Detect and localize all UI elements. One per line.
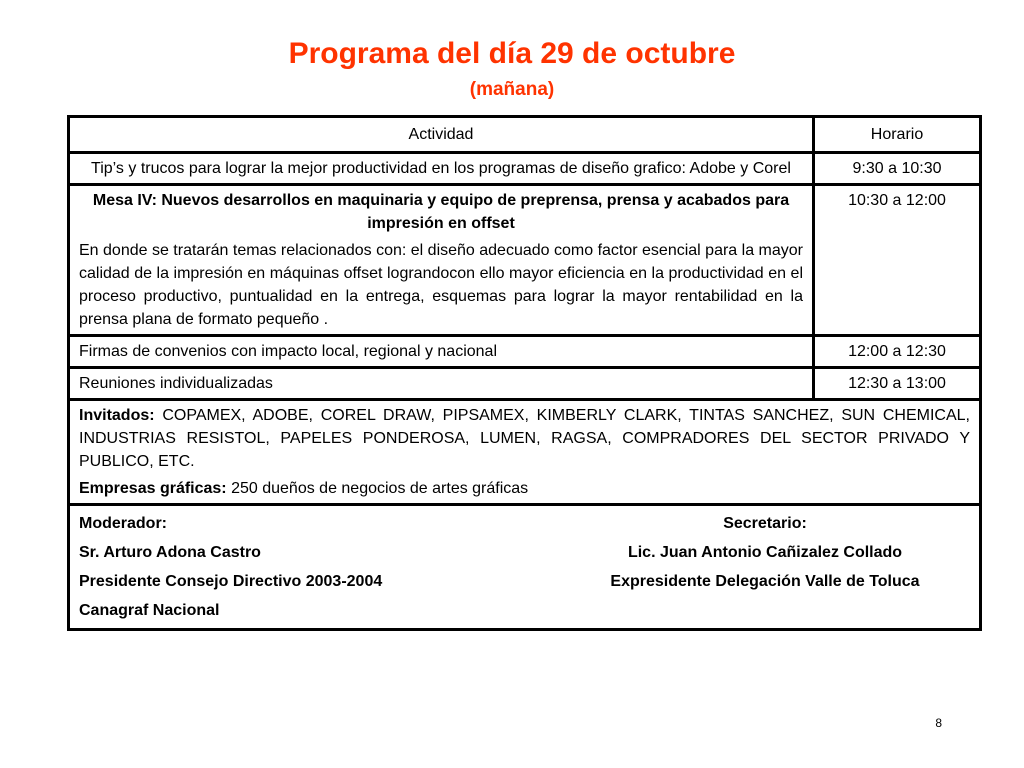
time-cell: 10:30 a 12:00	[814, 185, 981, 336]
secretary-label: Secretario:	[723, 515, 807, 532]
time-cell: 12:00 a 12:30	[814, 336, 981, 368]
table-row	[69, 153, 981, 185]
panel-description: En donde se tratarán temas relacionados con: el diseño adecuado como factor esencial para la mayor calidad de la impresión en máquinas offset lograndocon ello mayor eficiencia en la productividad en el proceso productivo, puntualidad en la entrega, esquemas para lograr la mayor rentabilidad en la prensa plana de formato pequeño .	[79, 242, 803, 328]
guests-cell	[69, 400, 981, 505]
companies-text: 250 dueños de negocios de artes gráficas	[226, 480, 529, 497]
table-row	[69, 336, 981, 368]
header-activity: Actividad	[69, 117, 814, 153]
header-time: Horario	[814, 117, 981, 153]
time-cell: 12:30 a 13:00	[814, 368, 981, 400]
panel-title: Mesa IV: Nuevos desarrollos en maquinaria y equipo de preprensa, prensa y acabados para impresión en offset	[92, 192, 790, 232]
guests-label: Invitados:	[79, 407, 155, 424]
moderator-label: Moderador:	[79, 515, 167, 532]
activity-cell: Tip’s y trucos para lograr la mejor productividad en los programas de diseño grafico: Adobe y Corel	[69, 153, 814, 185]
table-row	[69, 185, 981, 336]
page-number: 8	[935, 716, 942, 730]
schedule-table	[67, 115, 982, 631]
page-title: Programa del día 29 de octubre	[288, 37, 736, 70]
activity-cell: Firmas de convenios con impacto local, regional y nacional	[69, 336, 814, 368]
moderators-cell	[69, 505, 981, 630]
activity-cell: Reuniones individualizadas	[69, 368, 814, 400]
guests-paragraph	[79, 404, 970, 473]
table-header-row	[69, 117, 981, 153]
guests-list: COPAMEX, ADOBE, COREL DRAW, PIPSAMEX, KIMBERLY CLARK, TINTAS SANCHEZ, SUN CHEMICAL, INDUSTRIAS RESISTOL, PAPELES PONDEROSA, LUMEN, RAGSA, COMPRADORES DEL SECTOR PRIVADO Y PUBLICO, ETC.	[79, 407, 970, 470]
table-row	[69, 368, 981, 400]
guests-row	[69, 400, 981, 505]
activity-cell	[69, 185, 814, 336]
moderators-row	[69, 505, 981, 630]
time-cell: 9:30 a 10:30	[814, 153, 981, 185]
companies-paragraph	[79, 477, 970, 500]
moderator-org: Canagraf Nacional	[79, 602, 220, 619]
companies-label: Empresas gráficas:	[79, 480, 227, 497]
moderator-block	[79, 509, 559, 625]
moderator-name: Sr. Arturo Adona Castro	[79, 544, 261, 561]
page-subtitle: (mañana)	[469, 79, 555, 100]
moderator-role: Presidente Consejo Directivo 2003-2004	[79, 573, 383, 590]
moderators-grid	[79, 509, 970, 625]
secretary-name: Lic. Juan Antonio Cañizalez Collado	[627, 544, 903, 561]
secretary-role: Expresidente Delegación Valle de Toluca	[610, 573, 920, 590]
secretary-block	[560, 509, 970, 625]
